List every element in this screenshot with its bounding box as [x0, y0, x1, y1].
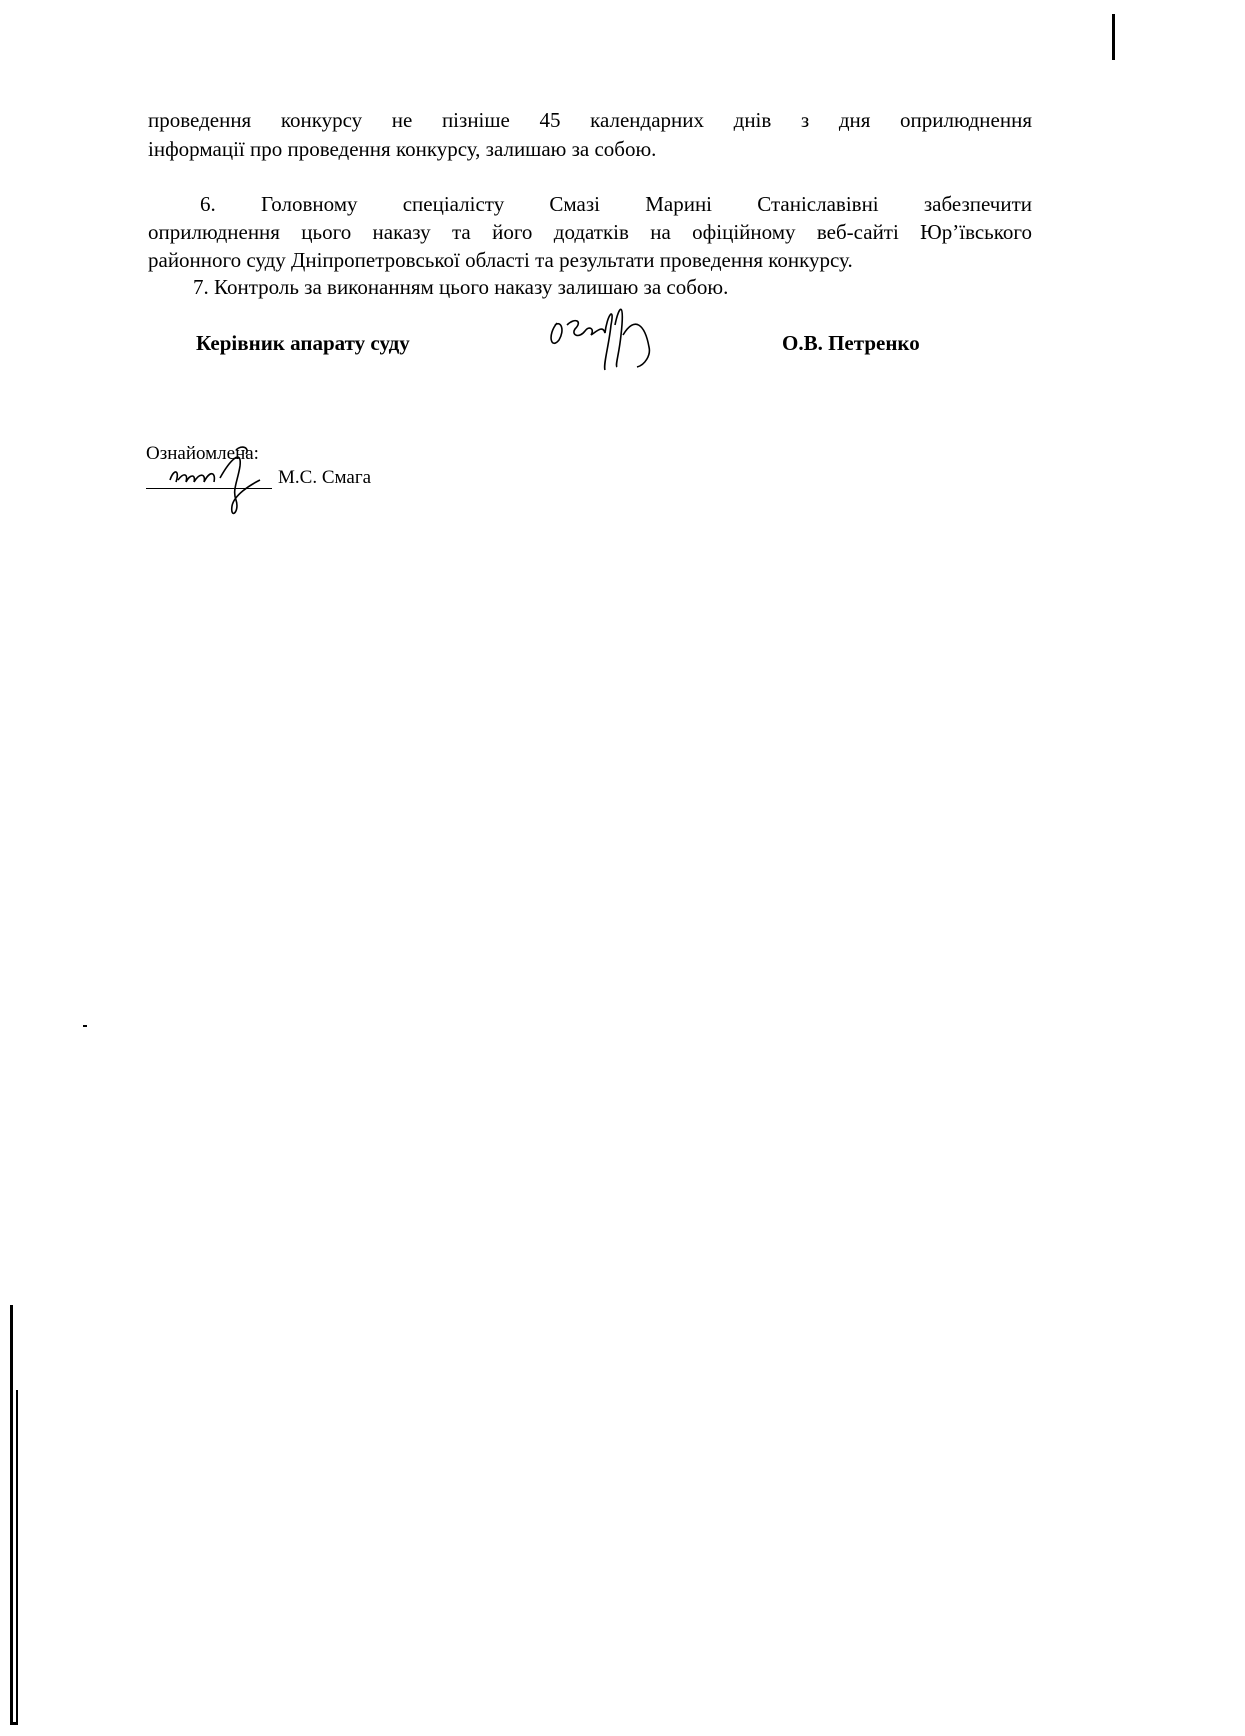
scan-speck [83, 1025, 87, 1027]
signature-image [545, 295, 665, 375]
body-text-line: 6. Головному спеціалісту Смазі Марині Станіславівні забезпечити [200, 192, 1032, 216]
signatory-position: Керівник апарату суду [196, 331, 410, 355]
body-text-line: інформації про проведення конкурсу, залишаю за собою. [148, 137, 657, 161]
acknowledgement-signature-image [160, 440, 280, 520]
scan-edge-mark-left-bottom [10, 1722, 18, 1725]
body-text-line: районного суду Дніпропетровської області та результати проведення конкурсу. [148, 248, 853, 272]
signatory-name: О.В. Петренко [782, 331, 920, 355]
acknowledgement-name: М.С. Смага [278, 467, 372, 488]
body-text-line: оприлюднення цього наказу та його додатків на офіційному веб-сайті Юр’ївського [148, 220, 1032, 244]
scan-edge-mark-left-inner [16, 1390, 18, 1725]
acknowledgement-label: Ознайомлена: [146, 443, 259, 464]
body-text-line: 7. Контроль за виконанням цього наказу залишаю за собою. [193, 275, 729, 299]
body-text-line: проведення конкурсу не пізніше 45 календарних днів з дня оприлюднення [148, 108, 1032, 132]
scan-edge-mark-top-right [1112, 14, 1115, 60]
scan-edge-mark-left [10, 1305, 13, 1725]
